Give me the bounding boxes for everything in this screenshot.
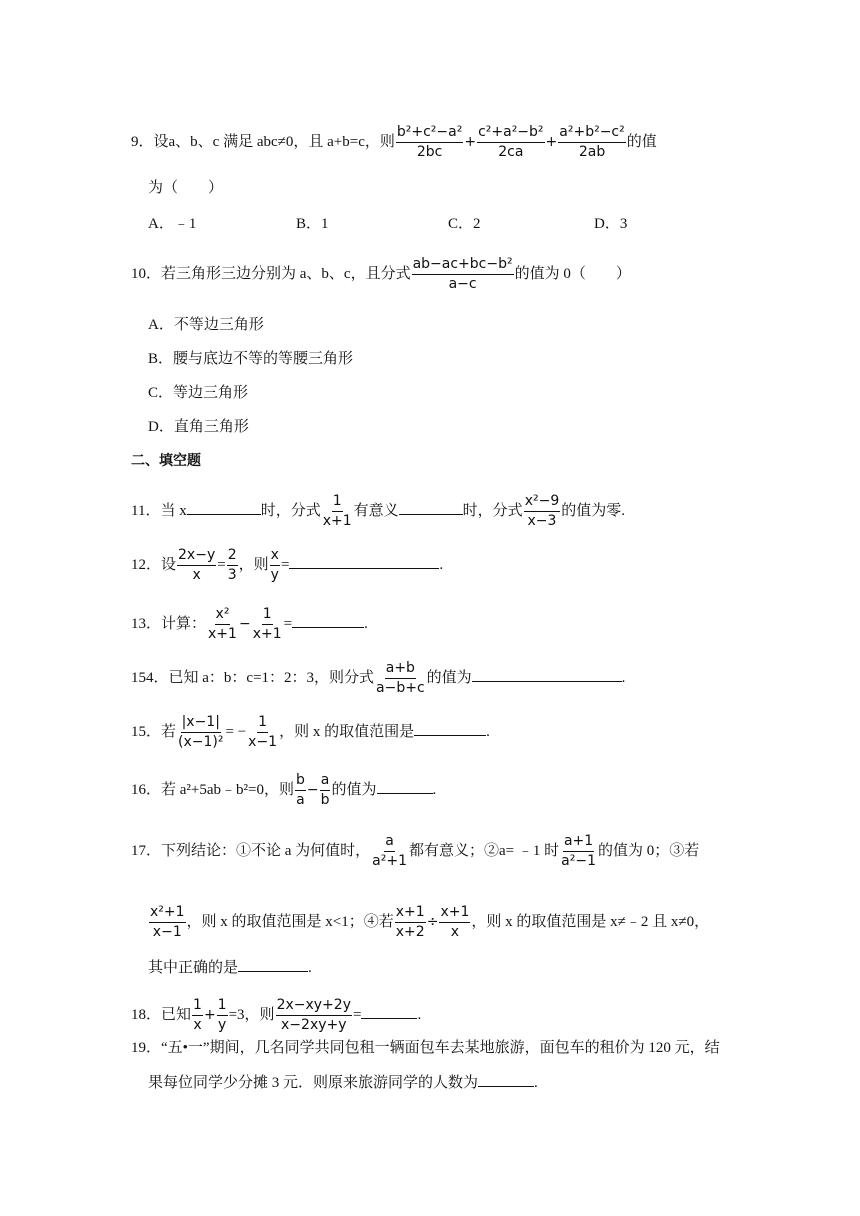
- fraction: [375, 660, 426, 697]
- fraction: [192, 997, 203, 1034]
- numerator: |x−1|: [181, 714, 221, 733]
- question-17: [131, 833, 699, 870]
- denominator: x: [193, 1017, 202, 1033]
- plus-sign: +: [545, 133, 558, 150]
- question-10: [131, 256, 631, 293]
- question-text: 时，分式: [260, 502, 321, 519]
- question-text: 12．设: [131, 556, 177, 573]
- numerator: 1: [262, 606, 273, 625]
- fraction: [227, 547, 238, 584]
- numerator: x²−9: [524, 493, 561, 512]
- question-number: 9．设: [131, 133, 169, 150]
- denominator: x+1: [208, 626, 237, 642]
- fraction: [395, 904, 426, 941]
- question-text: 的值为: [426, 669, 472, 686]
- question-12: [131, 547, 443, 584]
- denominator: x+1: [252, 626, 282, 642]
- question-19: 19．“五•一”期间，几名同学共同包租一辆面包车去某地旅游，面包车的租价为 120 元，结: [131, 1040, 720, 1056]
- fraction: [558, 124, 625, 161]
- option-c: C．2: [448, 216, 481, 232]
- option-c: C．等边三角形: [148, 385, 249, 401]
- fraction: [270, 547, 280, 584]
- numerator: b: [295, 772, 306, 791]
- answer-blank: [377, 779, 433, 794]
- denominator: x−1: [152, 924, 182, 940]
- equals-sign: =: [217, 556, 226, 573]
- question-19-line2: [148, 1072, 538, 1093]
- option-d: D．直角三角形: [148, 419, 249, 435]
- option-a: A．不等边三角形: [148, 317, 264, 333]
- denominator: 3: [227, 567, 237, 583]
- denominator: a−c: [448, 276, 477, 292]
- question-text: 的值为: [331, 781, 377, 798]
- fraction: [149, 904, 186, 941]
- question-text: 10．若三角形三边分别为 a、b、c，且分式: [131, 265, 411, 282]
- numerator: a: [320, 772, 331, 791]
- question-17-line3: [148, 957, 312, 978]
- denominator: a²+1: [372, 853, 408, 869]
- numerator: ab−ac+bc−b²: [412, 256, 514, 275]
- question-text: 154．已知 a：b：c=1：2：3，则分式: [131, 669, 375, 686]
- denominator: b: [320, 792, 330, 808]
- question-11: [131, 493, 625, 530]
- denominator: x−3: [527, 513, 557, 529]
- option-a: A．﹣1: [148, 216, 197, 232]
- question-9: [131, 124, 657, 161]
- option-b: B．腰与底边不等的等腰三角形: [148, 351, 354, 367]
- question-18: [131, 997, 421, 1034]
- answer-blank: [472, 667, 622, 682]
- numerator: 2x−xy+2y: [276, 997, 352, 1016]
- plus-sign: +: [203, 1006, 216, 1023]
- division-sign: ÷: [426, 913, 439, 930]
- numerator: x²+1: [149, 904, 186, 923]
- period: .: [439, 556, 444, 573]
- question-text: ，则 x 的取值范围是 x<1；④若: [186, 913, 394, 930]
- fraction: [177, 547, 216, 584]
- denominator: a−b+c: [376, 680, 425, 696]
- question-text: 的值为 0；③若: [597, 842, 700, 859]
- answer-blank: [399, 500, 463, 515]
- equals-sign: =: [352, 1006, 362, 1023]
- plus-sign: +: [464, 133, 477, 150]
- numerator: a: [384, 833, 395, 852]
- question-9-line2: 为（ ）: [148, 180, 224, 196]
- question-text: 其中正确的是: [148, 960, 239, 976]
- denominator: (x−1)²: [178, 734, 224, 750]
- answer-blank: [361, 1004, 417, 1019]
- denominator: x−1: [248, 734, 278, 750]
- answer-blank: [414, 721, 486, 736]
- fraction: [177, 714, 224, 751]
- numerator: a²+b²−c²: [558, 124, 625, 143]
- question-text: 的值为零.: [561, 502, 625, 519]
- question-text: 15．若: [131, 723, 177, 740]
- fraction: [247, 714, 278, 751]
- numerator: x+1: [439, 904, 470, 923]
- equals-sign: =: [280, 556, 290, 573]
- minus-sign: −: [306, 781, 319, 798]
- numerator: x+1: [395, 904, 426, 923]
- question-text: 时，分式: [462, 502, 523, 519]
- numerator: 1: [332, 493, 343, 512]
- question-15: [131, 714, 490, 751]
- question-text: 11．当 x: [131, 502, 187, 519]
- question-154: [131, 660, 625, 697]
- question-text: ，则 x 的取值范围是: [279, 723, 415, 740]
- numerator: 2: [227, 547, 238, 566]
- fraction: [322, 493, 353, 530]
- period: .: [621, 669, 626, 686]
- numerator: 1: [192, 997, 203, 1016]
- question-13: [131, 606, 368, 643]
- option-b: B．1: [296, 216, 329, 232]
- denominator: x: [192, 567, 201, 583]
- numerator: 1: [257, 714, 268, 733]
- question-text: 有意义: [353, 502, 399, 519]
- option-d: D．3: [594, 216, 628, 232]
- fraction: [320, 772, 331, 809]
- answer-blank: [292, 613, 364, 628]
- denominator: a²−1: [561, 853, 596, 869]
- numerator: 1: [217, 997, 228, 1016]
- fraction: [560, 833, 597, 870]
- fraction: [524, 493, 561, 530]
- fraction: [396, 124, 463, 161]
- question-text: ，则: [238, 556, 269, 573]
- numerator: 2x−y: [177, 547, 216, 566]
- fraction: [477, 124, 544, 161]
- denominator: y: [270, 567, 279, 583]
- equals-sign: =: [283, 615, 293, 632]
- question-text-end: 的值为 0（ ）: [514, 265, 631, 282]
- question-text: 16．若 a²+5ab﹣b²=0，则: [131, 781, 294, 798]
- section-heading: 二、填空题: [131, 453, 201, 469]
- denominator: x+2: [395, 924, 425, 940]
- numerator: a+1: [563, 833, 594, 852]
- denominator: x: [450, 924, 460, 940]
- denominator: 2ab: [578, 144, 606, 160]
- denominator: 2bc: [416, 144, 443, 160]
- fraction: [217, 997, 228, 1034]
- fraction: [412, 256, 514, 293]
- denominator: x−2xy+y: [281, 1017, 347, 1033]
- numerator: c²+a²−b²: [477, 124, 544, 143]
- denominator: a: [296, 792, 305, 808]
- equals-sign: = −: [225, 723, 247, 740]
- period: .: [308, 960, 312, 976]
- question-text: ，则 x 的取值范围是 x≠﹣2 且 x≠0，: [471, 913, 710, 930]
- question-16: [131, 772, 436, 809]
- numerator: x: [270, 547, 280, 566]
- numerator: x²: [215, 606, 231, 625]
- numerator: b²+c²−a²: [396, 124, 463, 143]
- question-text: 果每位同学少分摊 3 元．则原来旅游同学的人数为: [148, 1075, 479, 1091]
- question-text: =3，则: [228, 1006, 275, 1023]
- fraction: [276, 997, 352, 1034]
- question-text: 18．已知: [131, 1006, 192, 1023]
- question-text: 13．计算：: [131, 615, 207, 632]
- period: .: [364, 615, 368, 632]
- period: .: [486, 723, 490, 740]
- period: .: [534, 1075, 538, 1091]
- answer-blank: [289, 554, 439, 569]
- denominator: 2ca: [498, 144, 524, 160]
- period: .: [417, 1006, 422, 1023]
- answer-blank: [478, 1072, 534, 1087]
- question-text-end: 的值: [626, 133, 657, 150]
- question-17-line2: [148, 904, 709, 941]
- fraction: [252, 606, 283, 643]
- fraction: [371, 833, 408, 870]
- numerator: a+b: [385, 660, 416, 679]
- denominator: x+1: [322, 513, 352, 529]
- answer-blank: [187, 500, 261, 515]
- fraction: [295, 772, 306, 809]
- question-text: 17．下列结论：①不论 a 为何值时，: [131, 842, 371, 859]
- denominator: y: [217, 1017, 227, 1033]
- fraction: [439, 904, 470, 941]
- question-text: 都有意义；②a= ﹣1 时: [409, 842, 560, 859]
- minus-sign: −: [238, 615, 251, 632]
- answer-blank: [238, 957, 308, 972]
- fraction: [207, 606, 238, 643]
- period: .: [432, 781, 437, 798]
- question-text: a、b、c 满足 abc≠0，且 a+b=c，则: [168, 133, 395, 150]
